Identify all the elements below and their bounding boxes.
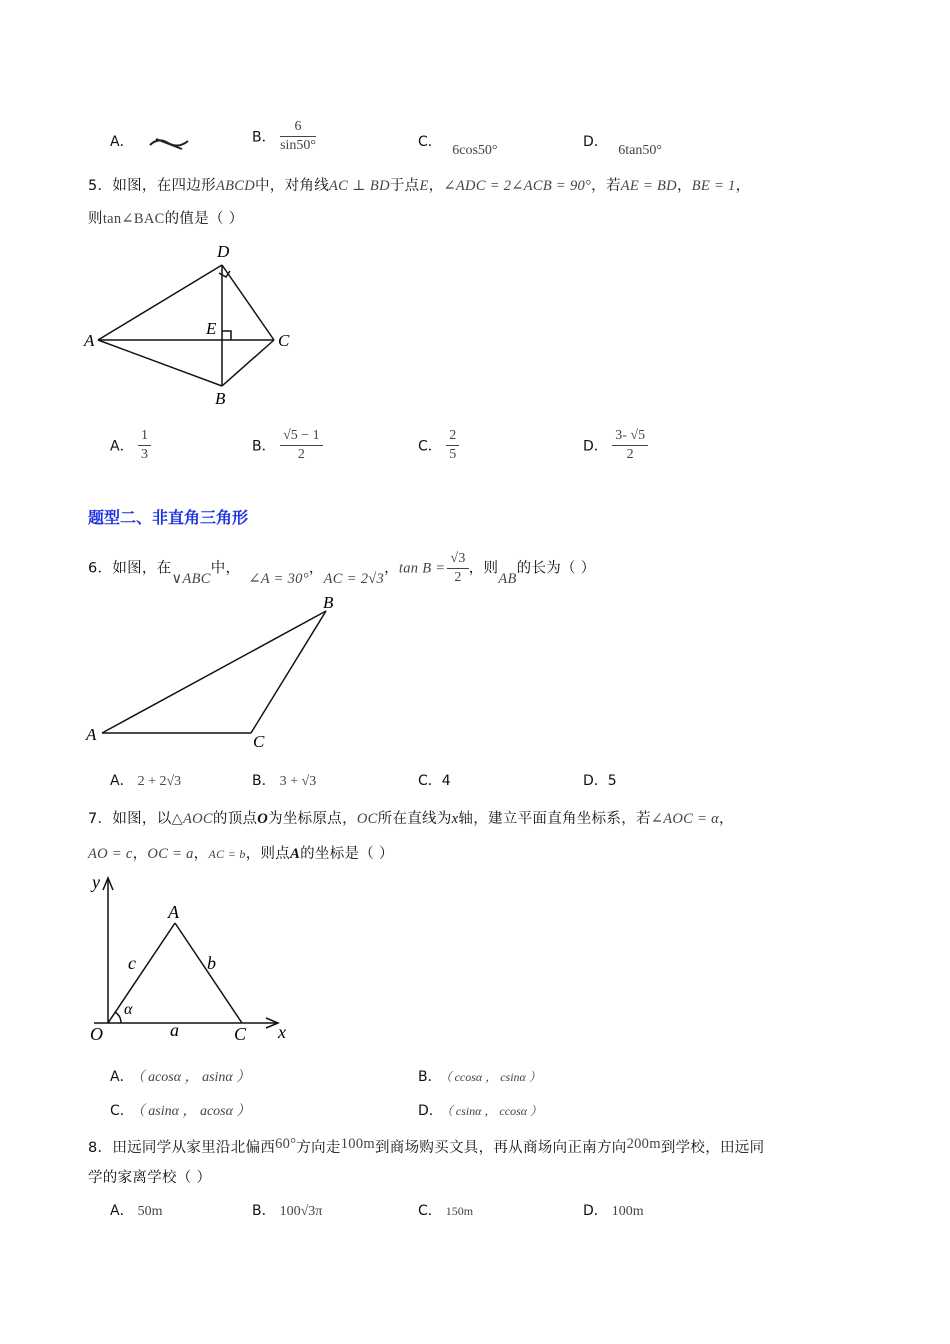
q7-label-x: x	[278, 1022, 286, 1042]
q7-label-side-a: a	[170, 1020, 179, 1040]
q5-label-a: A	[84, 331, 95, 350]
q7-label-alpha: α	[124, 1001, 133, 1018]
q6-label-a: A	[86, 725, 97, 744]
q6-triangle-figure	[80, 590, 350, 755]
q4-option-b[interactable]: B． $\frac{6}{\sin 50^\circ}$	[252, 119, 316, 153]
q5-option-b[interactable]: B． $\frac{√5 - 1}{2}$	[252, 427, 323, 464]
q6-option-c[interactable]: C．4	[418, 773, 451, 789]
q5-label-c: C	[278, 331, 290, 350]
q7-label-c: C	[234, 1024, 247, 1044]
q7-label-y: y	[92, 872, 100, 892]
q7-angle-arc	[115, 1012, 121, 1023]
q7-label-a: A	[168, 902, 179, 922]
q8-stem-line2: 学的家离学校（ ）	[88, 1170, 212, 1186]
q6-option-d[interactable]: D．5	[583, 773, 617, 789]
q5-stem-line2: 则tan∠BAC的值是（ ）	[88, 211, 244, 227]
q4-option-c[interactable]: C． 6cos50°	[418, 134, 498, 158]
q7-coordinate-figure	[80, 868, 310, 1050]
q7-option-c[interactable]: C． （ asinα ， acosα ）	[110, 1103, 251, 1119]
q7-label-side-b: b	[207, 953, 216, 973]
q5-side-dc	[222, 265, 274, 340]
q6-stem: 6．如图，在∨ABC中，∠A = 30°，AC = 2√3，tan B = $\frac{√3}{2}$ ，则AB的长为（ ）	[88, 551, 596, 587]
q4-option-b-fraction: $\frac{6}{\sin 50^\circ}$	[280, 119, 316, 153]
q7-side-ac	[175, 923, 242, 1023]
q6-side-bc	[251, 611, 326, 733]
q7-label-o: O	[90, 1024, 103, 1044]
garbled-formula-icon	[148, 133, 192, 151]
q5-stem-line1: 5．如图，在四边形ABCD中，对角线AC ⊥ BD于点E，∠ADC = 2∠ACB = 90°，若AE = BD，BE = 1，	[88, 178, 751, 194]
q5-side-cb	[222, 340, 274, 386]
q8-option-c[interactable]: C． 150m	[418, 1203, 474, 1219]
q5-option-a[interactable]: A． $\frac{1}{3}$	[110, 427, 151, 464]
q7-stem-line1: 7．如图，以△AOC的顶点O为坐标原点，OC所在直线为x轴，建立平面直角坐标系，若∠AOC = α，	[88, 811, 734, 827]
q6-label-c: C	[253, 732, 265, 751]
q5-right-angle-mark-d	[219, 271, 230, 277]
q5-side-ad	[98, 265, 222, 340]
q5-label-d: D	[217, 242, 230, 261]
q5-side-ba	[98, 340, 222, 386]
q7-option-d[interactable]: D． （ csinα ， ccosα ）	[418, 1103, 543, 1119]
q8-option-d[interactable]: D． 100m	[583, 1203, 644, 1219]
q4-option-d[interactable]: D． 6tan50°	[583, 134, 662, 158]
section-heading: 题型二、非直角三角形	[88, 508, 249, 527]
q5-quadrilateral-figure	[80, 238, 310, 410]
q5-option-d[interactable]: D． $\frac{3- √5}{2}$	[583, 427, 648, 464]
q5-label-e: E	[206, 319, 217, 338]
q7-label-side-c: c	[128, 953, 136, 973]
q6-option-b[interactable]: B． 3 + √3	[252, 773, 317, 789]
q6-side-ab	[102, 611, 326, 733]
q8-option-a[interactable]: A． 50m	[110, 1203, 163, 1219]
q7-option-b[interactable]: B． （ ccosα ， csinα ）	[418, 1069, 541, 1085]
q4-option-a[interactable]: A．	[110, 131, 192, 151]
q5-option-c[interactable]: C． $\frac{2}{5}$	[418, 427, 459, 464]
q8-stem-line1: 8．田远同学从家里沿北偏西60°方向走100m到商场购买文具，再从商场向正南方向200m到学校，田远同	[88, 1136, 765, 1156]
q8-option-b[interactable]: B． 100√3π	[252, 1203, 323, 1219]
q7-side-oa	[108, 923, 175, 1023]
q5-right-angle-mark-e	[222, 331, 231, 340]
q6-label-b: B	[323, 593, 334, 612]
q7-stem-line2: AO = c，OC = a，AC = b，则点A的坐标是（ ）	[88, 846, 394, 862]
q7-option-a[interactable]: A． （ acosα ， asinα ）	[110, 1069, 251, 1085]
q5-label-b: B	[215, 389, 226, 408]
q6-option-a[interactable]: A． 2 + 2√3	[110, 773, 182, 789]
